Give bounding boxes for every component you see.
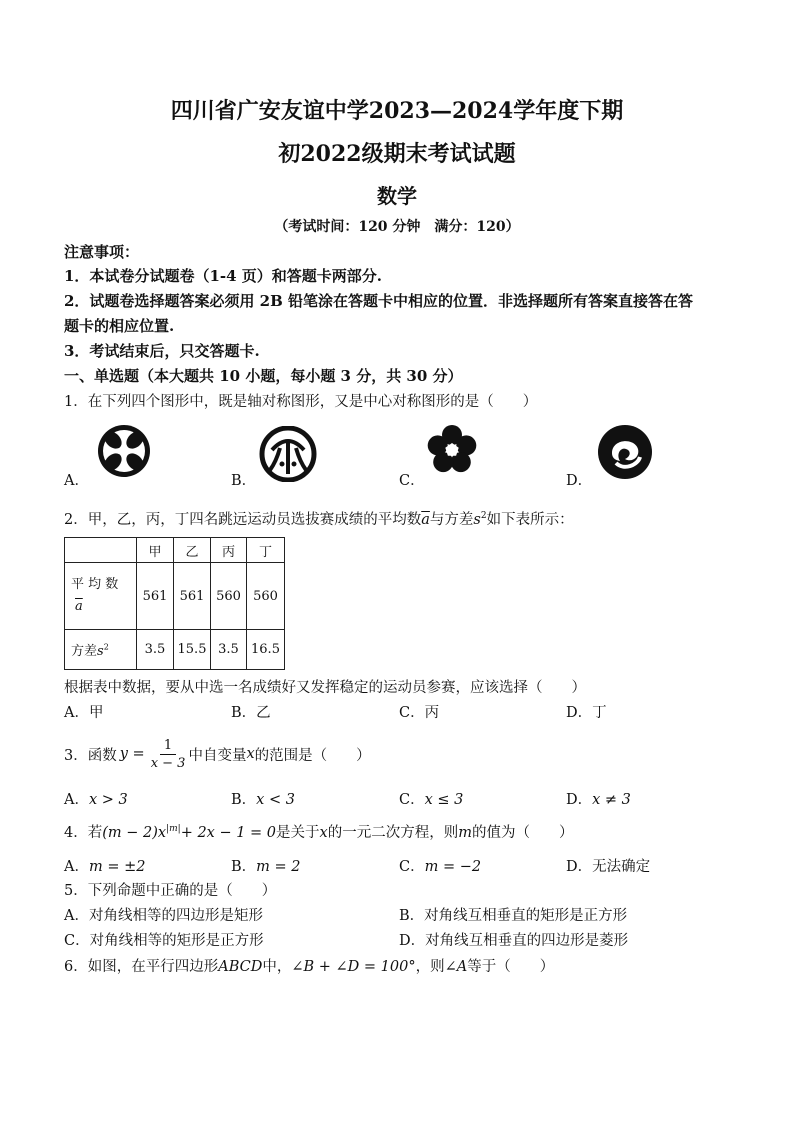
note-item-2-cont: 题卡的相应位置. — [64, 317, 175, 335]
variance-label-sup: 2 — [103, 642, 109, 652]
q4-variable-m: m — [458, 825, 472, 841]
figure-d-icon — [594, 423, 656, 481]
option-label: D． — [566, 792, 593, 808]
q2-stem-part-b: 与方差 — [429, 512, 474, 528]
question-2-option-a: A．甲 — [64, 705, 104, 721]
question-5-option-d: D．对角线互相垂直的四边形是菱形 — [399, 933, 629, 949]
q6-shape-name: ABCD — [218, 959, 263, 975]
question-4-option-b — [231, 855, 301, 876]
section-heading: 一、单选题（本大题共 10 小题，每小题 3 分，共 30 分） — [64, 367, 463, 385]
option-math: m = ±2 — [88, 859, 146, 875]
q3-stem-part-c: 的范围是（ ） — [254, 747, 371, 764]
question-3-stem — [64, 734, 371, 774]
q2-stem-part-c: 如下表所示： — [486, 512, 574, 528]
question-5-option-b: B．对角线互相垂直的矩形是正方形 — [399, 908, 628, 924]
q3-numerator: 1 — [160, 737, 176, 755]
table-header-cell: 丁 — [247, 538, 285, 563]
q4-variable-x: x — [319, 825, 328, 841]
option-math: x ≤ 3 — [424, 792, 464, 808]
subject-title: 数学 — [377, 184, 417, 208]
table-row-mean — [65, 563, 285, 630]
question-2-option-d: D．丁 — [566, 705, 607, 721]
question-2-option-b: B．乙 — [231, 705, 271, 721]
table-header-cell: 甲 — [137, 538, 174, 563]
question-1-option-a: A． — [64, 473, 89, 489]
table-cell: 560 — [211, 563, 247, 630]
option-label: B． — [231, 859, 257, 875]
table-header-cell — [65, 538, 137, 563]
q2-variance-sup: 2 — [480, 511, 487, 522]
figure-b-icon — [258, 426, 318, 482]
table-cell: 16.5 — [247, 630, 285, 670]
table-row-label — [65, 630, 137, 670]
question-2-stem — [64, 508, 574, 529]
q2-mean-symbol: $\overline{a}$ — [421, 512, 430, 528]
option-math: x < 3 — [256, 792, 295, 808]
exam-info: （考试时间：120 分钟 满分：120） — [274, 219, 520, 235]
q2-stem-part-a: 2．甲，乙，丙，丁四名跳远运动员选拔赛成绩的平均数 — [64, 512, 422, 528]
option-text: 无法确定 — [592, 859, 651, 875]
q6-stem-part-c: ，则 — [415, 959, 445, 975]
option-label: B． — [231, 792, 257, 808]
q4-expression-b: + 2x − 1 = 0 — [180, 825, 277, 841]
table-header-cell: 乙 — [174, 538, 211, 563]
table-cell: 561 — [174, 563, 211, 630]
q6-stem-part-b: 中， — [262, 959, 292, 975]
q4-exponent: |m| — [166, 824, 181, 835]
q4-stem-part-c: 的一元二次方程，则 — [327, 825, 459, 841]
option-math: m = −2 — [424, 859, 482, 875]
variance-label: 方差 — [71, 644, 98, 659]
q3-stem-part-a: 3．函数 — [64, 747, 117, 764]
figure-a-icon — [93, 423, 155, 479]
option-label: C． — [399, 792, 425, 808]
note-item-2: 2．试题卷选择题答案必须用 2B 铅笔涂在答题卡中相应的位置．非选择题所有答案直接答在答 — [64, 292, 694, 310]
table-cell: 15.5 — [174, 630, 211, 670]
question-1-stem: 1．在下列四个图形中，既是轴对称图形，又是中心对称图形的是（ ） — [64, 394, 538, 410]
q6-angle-a: ∠A — [444, 959, 468, 975]
mean-label: 平 均 数 — [71, 577, 119, 592]
question-3-option-c — [399, 788, 463, 809]
question-1-option-c: C． — [399, 473, 425, 489]
table-cell: 560 — [247, 563, 285, 630]
question-3-option-d — [566, 788, 631, 809]
q3-function-lhs: y = — [119, 746, 145, 762]
table-row-label — [65, 563, 137, 630]
option-label: D． — [566, 859, 593, 875]
q4-stem-part-d: 的值为（ ） — [471, 825, 574, 841]
q3-stem-part-b: 中自变量 — [188, 747, 247, 764]
question-3-option-a — [64, 788, 128, 809]
page-title-line2: 初2022级期末考试试题 — [278, 141, 516, 167]
question-4-stem — [64, 821, 573, 842]
question-4-option-a — [64, 855, 145, 876]
figure-c-icon — [423, 421, 481, 477]
q3-variable: x — [246, 746, 255, 762]
q3-fraction — [148, 737, 189, 772]
note-item-1: 1．本试卷分试题卷（1-4 页）和答题卡两部分. — [64, 267, 382, 285]
table-cell: 3.5 — [211, 630, 247, 670]
question-3-option-b — [231, 788, 295, 809]
question-5-option-a: A．对角线相等的四边形是矩形 — [64, 908, 263, 924]
q6-stem-part-a: 6．如图，在平行四边形 — [64, 959, 219, 975]
table-row-variance — [65, 630, 285, 670]
table-header-row — [65, 538, 285, 563]
option-math: x ≠ 3 — [592, 792, 631, 808]
question-5-stem: 5．下列命题中正确的是（ ） — [64, 883, 277, 899]
option-label: A． — [64, 792, 89, 808]
option-label: C． — [399, 859, 425, 875]
question-4-option-d — [566, 855, 650, 876]
q2-stats-table — [64, 537, 285, 670]
question-6-stem — [64, 955, 554, 976]
q2-variance-symbol: s — [473, 512, 481, 528]
q4-expression-a: (m − 2)x — [102, 825, 167, 841]
q3-denominator: x − 3 — [150, 755, 186, 771]
option-label: A． — [64, 859, 89, 875]
q4-stem-part-b: 是关于 — [276, 825, 320, 841]
note-item-3: 3．考试结束后，只交答题卡. — [64, 342, 260, 360]
option-math: m = 2 — [256, 859, 301, 875]
q6-stem-part-d: 等于（ ） — [467, 959, 555, 975]
q4-stem-part-a: 4．若 — [64, 825, 103, 841]
question-5-option-c: C．对角线相等的矩形是正方形 — [64, 933, 264, 949]
mean-label-symbol: $\overline{a}$ — [75, 599, 83, 614]
question-2-question: 根据表中数据，要从中选一名成绩好又发挥稳定的运动员参赛，应该选择（ ） — [64, 680, 586, 696]
table-cell: 561 — [137, 563, 174, 630]
table-cell: 3.5 — [137, 630, 174, 670]
question-2-option-c: C．丙 — [399, 705, 440, 721]
question-4-option-c — [399, 855, 481, 876]
q6-expression: ∠B + ∠D = 100° — [291, 959, 416, 975]
page-title-line1: 四川省广安友谊中学2023—2024学年度下期 — [170, 98, 624, 124]
variance-label-symbol: s — [97, 644, 104, 659]
question-1-option-b: B． — [231, 473, 257, 489]
question-1-option-d: D． — [566, 473, 593, 489]
notes-heading: 注意事项： — [64, 243, 140, 261]
table-header-cell: 丙 — [211, 538, 247, 563]
option-math: x > 3 — [88, 792, 128, 808]
